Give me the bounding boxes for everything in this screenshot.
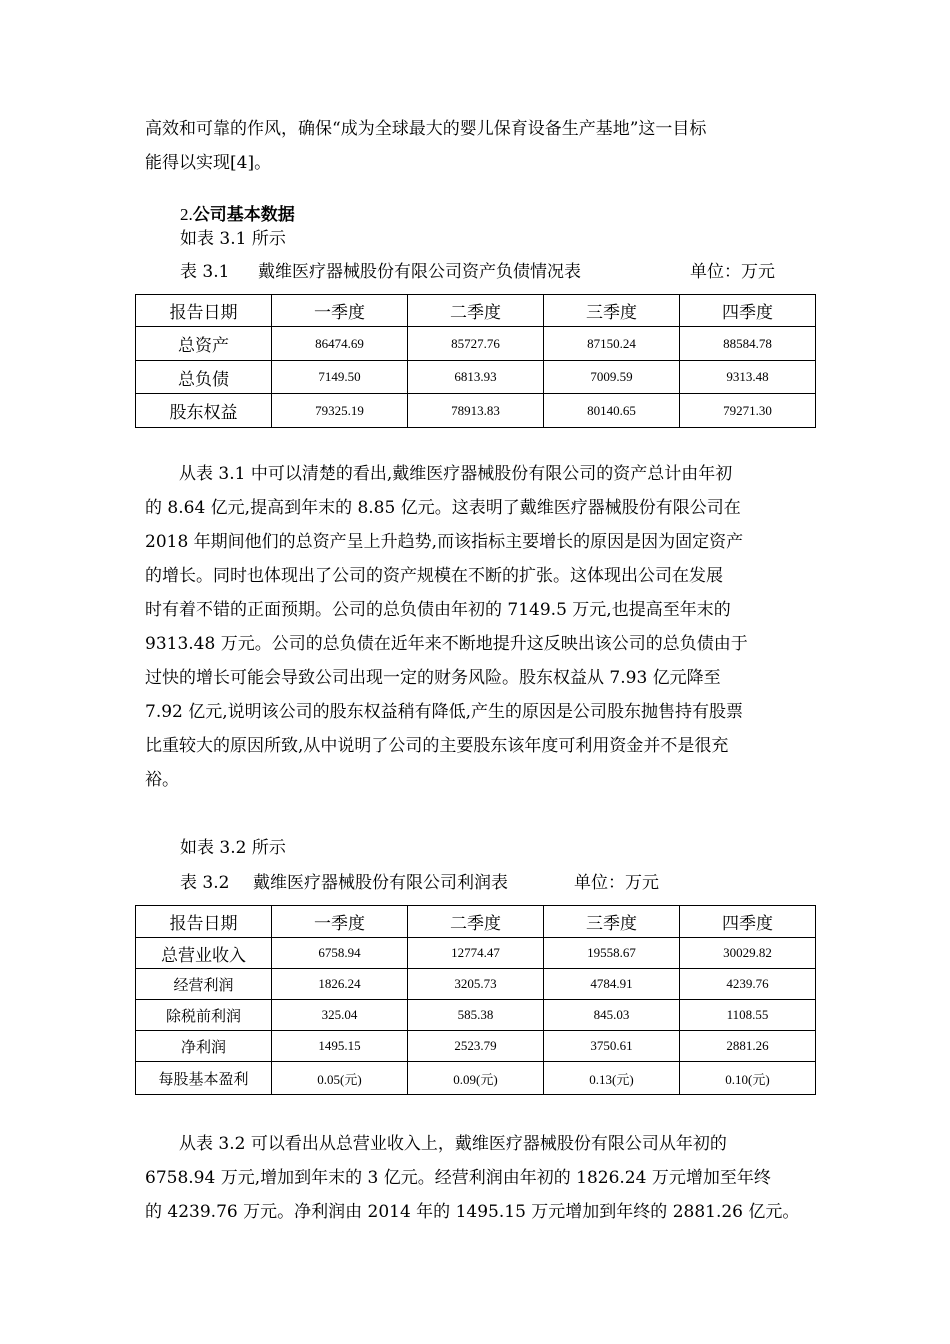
table-cell: 86474.69 <box>272 327 408 361</box>
intro-line: 能得以实现[4]。 <box>145 153 272 173</box>
table-cell: 1495.15 <box>272 1031 408 1062</box>
header-cell: 二季度 <box>408 906 544 938</box>
table-row <box>136 1031 816 1062</box>
row-label: 经营利润 <box>136 969 272 1000</box>
table-cell: 80140.65 <box>544 394 680 428</box>
table-cell: 30029.82 <box>680 938 816 969</box>
table2-caption-title: 戴维医疗器械股份有限公司利润表 <box>253 873 508 893</box>
table-row <box>136 1000 816 1031</box>
paragraph-line: 时有着不错的正面预期。公司的总负债由年初的 7149.5 万元,也提高至年末的 <box>145 600 731 620</box>
section-title: 公司基本数据 <box>192 205 295 225</box>
table-row <box>136 361 816 394</box>
table-cell: 0.10(元) <box>680 1062 816 1095</box>
row-label: 股东权益 <box>136 394 272 428</box>
paragraph-line: 从表 3.1 中可以清楚的看出,戴维医疗器械股份有限公司的资产总计由年初 <box>179 464 733 484</box>
paragraph-line: 7.92 亿元,说明该公司的股东权益稍有降低,产生的原因是公司股东抛售持有股票 <box>145 702 744 722</box>
table-cell: 0.05(元) <box>272 1062 408 1095</box>
table-cell: 78913.83 <box>408 394 544 428</box>
table-cell: 845.03 <box>544 1000 680 1031</box>
table-cell: 6758.94 <box>272 938 408 969</box>
paragraph-line: 9313.48 万元。公司的总负债在近年来不断地提升这反映出该公司的总负债由于 <box>145 634 748 654</box>
analysis-paragraph-2 <box>145 1127 815 1229</box>
paragraph-line: 裕。 <box>145 770 179 790</box>
row-label: 总资产 <box>136 327 272 361</box>
income-statement-table <box>135 905 816 1095</box>
table-cell: 585.38 <box>408 1000 544 1031</box>
row-label: 净利润 <box>136 1031 272 1062</box>
header-cell: 报告日期 <box>136 295 272 327</box>
header-cell: 一季度 <box>272 906 408 938</box>
table-cell: 12774.47 <box>408 938 544 969</box>
header-cell: 三季度 <box>544 906 680 938</box>
header-cell: 四季度 <box>680 906 816 938</box>
table-cell: 7149.50 <box>272 361 408 394</box>
header-cell: 二季度 <box>408 295 544 327</box>
table1-reference: 如表 3.1 所示 <box>180 229 286 249</box>
analysis-paragraph-1 <box>145 457 815 797</box>
table-row <box>136 969 816 1000</box>
paragraph-line: 比重较大的原因所致,从中说明了公司的主要股东该年度可利用资金并不是很充 <box>145 736 729 756</box>
header-cell: 报告日期 <box>136 906 272 938</box>
table-cell: 1108.55 <box>680 1000 816 1031</box>
row-label: 总营业收入 <box>136 938 272 969</box>
table-cell: 79271.30 <box>680 394 816 428</box>
table-cell: 79325.19 <box>272 394 408 428</box>
header-cell: 三季度 <box>544 295 680 327</box>
table2-reference: 如表 3.2 所示 <box>180 838 286 858</box>
paragraph-line: 6758.94 万元,增加到年末的 3 亿元。经营利润由年初的 1826.24 万元增加至年终 <box>145 1168 771 1188</box>
table-cell: 7009.59 <box>544 361 680 394</box>
row-label: 总负债 <box>136 361 272 394</box>
table-cell: 3750.61 <box>544 1031 680 1062</box>
intro-paragraph <box>145 112 815 180</box>
header-cell: 一季度 <box>272 295 408 327</box>
section-number: 2. <box>180 205 193 224</box>
table-row <box>136 327 816 361</box>
table-row <box>136 1062 816 1095</box>
paragraph-line: 从表 3.2 可以看出从总营业收入上，戴维医疗器械股份有限公司从年初的 <box>179 1134 727 1154</box>
table-cell: 4784.91 <box>544 969 680 1000</box>
table-row <box>136 394 816 428</box>
table-cell: 87150.24 <box>544 327 680 361</box>
table-header-row <box>136 295 816 327</box>
paragraph-line: 的 4239.76 万元。净利润由 2014 年的 1495.15 万元增加到年终的 2881.26 亿元。 <box>145 1202 800 1222</box>
paragraph-line: 的增长。同时也体现出了公司的资产规模在不断的扩张。这体现出公司在发展 <box>145 566 723 586</box>
table-cell: 9313.48 <box>680 361 816 394</box>
table-cell: 1826.24 <box>272 969 408 1000</box>
table-cell: 0.13(元) <box>544 1062 680 1095</box>
table-cell: 0.09(元) <box>408 1062 544 1095</box>
table2-caption-label: 表 3.2 <box>180 873 230 893</box>
row-label: 除税前利润 <box>136 1000 272 1031</box>
table-cell: 325.04 <box>272 1000 408 1031</box>
table-cell: 4239.76 <box>680 969 816 1000</box>
table-header-row <box>136 906 816 938</box>
table-cell: 19558.67 <box>544 938 680 969</box>
table1-caption <box>180 259 229 285</box>
balance-sheet-table <box>135 294 816 428</box>
paragraph-line: 的 8.64 亿元,提高到年末的 8.85 亿元。这表明了戴维医疗器械股份有限公司在 <box>145 498 741 518</box>
table-cell: 6813.93 <box>408 361 544 394</box>
table1-caption-label: 表 3.1 <box>180 262 230 282</box>
header-cell: 四季度 <box>680 295 816 327</box>
table-row <box>136 938 816 969</box>
section-heading <box>180 203 295 227</box>
table-cell: 2881.26 <box>680 1031 816 1062</box>
table2-caption <box>180 870 229 896</box>
paragraph-line: 过快的增长可能会导致公司出现一定的财务风险。股东权益从 7.93 亿元降至 <box>145 668 721 688</box>
intro-line: 高效和可靠的作风，确保“成为全球最大的婴儿保育设备生产基地”这一目标 <box>145 119 707 139</box>
table-cell: 3205.73 <box>408 969 544 1000</box>
table1-caption-title: 戴维医疗器械股份有限公司资产负债情况表 <box>258 262 581 282</box>
table1-unit: 单位：万元 <box>690 262 775 282</box>
paragraph-line: 2018 年期间他们的总资产呈上升趋势,而该指标主要增长的原因是因为固定资产 <box>145 532 744 552</box>
table2-unit: 单位：万元 <box>574 873 659 893</box>
table-cell: 88584.78 <box>680 327 816 361</box>
row-label: 每股基本盈利 <box>136 1062 272 1095</box>
table-cell: 2523.79 <box>408 1031 544 1062</box>
table-cell: 85727.76 <box>408 327 544 361</box>
